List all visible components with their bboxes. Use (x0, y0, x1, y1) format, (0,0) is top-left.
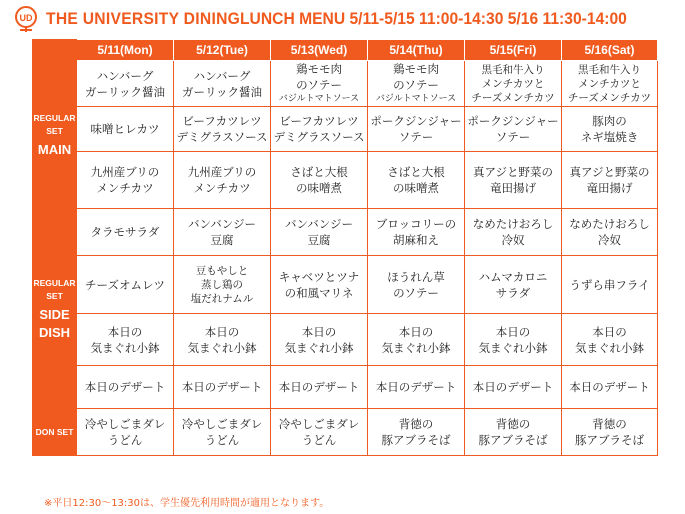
menu-item-line: 胡麻和え (393, 233, 439, 247)
category-sublabel: REGULAR (33, 277, 76, 288)
menu-item-line: チーズオムレツ (85, 277, 165, 292)
menu-item-line: 蒸し鶏の (201, 278, 243, 291)
menu-item-line: 気まぐれ小鉢 (478, 340, 548, 355)
menu-item-line: ハンバーグ (96, 68, 154, 83)
menu-item-line: メンチカツ (193, 181, 251, 195)
category-sublabel: SET (46, 125, 63, 136)
menu-item (368, 152, 465, 209)
menu-item-text (465, 63, 561, 105)
menu-item-text (465, 164, 561, 196)
menu-item (77, 152, 174, 209)
menu-item-line: なめたけおろし (569, 217, 650, 231)
menu-item-line: の味噌煮 (393, 181, 439, 195)
menu-item-line: 豚アブラそば (575, 433, 644, 447)
menu-item-line: ガーリック醤油 (84, 84, 166, 99)
lunch-menu-table (32, 39, 658, 456)
menu-item (271, 314, 368, 366)
menu-item (562, 314, 658, 366)
menu-item-line: メンチカツと (481, 77, 545, 90)
menu-item-line: 豚アブラそば (381, 433, 451, 447)
menu-item-line: 本日の (592, 324, 627, 339)
day-header: 5/15(Fri) (465, 40, 562, 61)
menu-item-line: ハムマカロニ (478, 269, 548, 284)
menu-item-line: 気まぐれ小鉢 (284, 340, 354, 355)
menu-item-text (271, 379, 367, 395)
menu-item-text (77, 324, 173, 356)
menu-item-text (465, 216, 561, 248)
menu-item-line: 気まぐれ小鉢 (575, 340, 644, 355)
menu-item (271, 107, 368, 152)
menu-item-line: デミグラスソース (273, 130, 365, 144)
category-main (33, 61, 77, 209)
menu-item-text (562, 277, 657, 293)
menu-item (174, 256, 271, 314)
category-sublabel: REGULAR (33, 112, 76, 123)
header-corner (33, 40, 77, 61)
menu-item-line: の味噌煮 (296, 181, 342, 195)
menu-item-line: 気まぐれ小鉢 (187, 340, 257, 355)
menu-item-text (174, 113, 270, 145)
menu-item (562, 107, 658, 152)
menu-row (33, 209, 658, 256)
menu-item-line: 鶏モモ肉 (393, 62, 439, 76)
menu-item-line: ほうれん草 (387, 269, 445, 284)
menu-row (33, 61, 658, 107)
menu-item-line: 竜田揚げ (586, 181, 633, 195)
menu-item-sauce: バジルトマトソース (278, 94, 360, 104)
day-header: 5/12(Tue) (174, 40, 271, 61)
menu-item-line: サラダ (495, 285, 531, 300)
menu-item-line: のソテー (393, 78, 439, 92)
menu-item (465, 209, 562, 256)
menu-item-text (465, 416, 561, 448)
menu-item-line: 冷やしごまダレ (181, 417, 263, 431)
menu-item-line: 背徳の (592, 417, 627, 431)
menu-item-text (77, 416, 173, 448)
menu-item (271, 61, 368, 107)
menu-item-line: 気まぐれ小鉢 (381, 340, 451, 355)
menu-item-line: 豆もやしと (195, 264, 249, 277)
menu-item-line: 背徳の (398, 417, 434, 431)
menu-item-text (271, 113, 367, 145)
menu-item-line: 豚アブラそば (478, 433, 548, 447)
menu-item-line: さばと大根 (387, 165, 445, 179)
menu-item-line: 本日のデザート (181, 380, 263, 394)
menu-item-line: 背徳の (495, 417, 531, 431)
menu-item-text (368, 379, 464, 395)
menu-item-line: うどん (204, 433, 240, 447)
menu-item (77, 256, 174, 314)
category-sublabel: SET (46, 290, 63, 301)
category-label: SIDE (39, 306, 70, 322)
menu-item-text (174, 416, 270, 448)
menu-item-text (465, 379, 561, 395)
menu-item-text (271, 216, 367, 248)
menu-item-line: 本日のデザート (472, 380, 554, 394)
header (0, 0, 685, 40)
menu-row (33, 314, 658, 366)
menu-item-line: 本日のデザート (375, 380, 457, 394)
menu-item (465, 366, 562, 409)
day-header: 5/14(Thu) (368, 40, 465, 61)
menu-item (77, 409, 174, 456)
menu-item (562, 256, 658, 314)
menu-item-text (271, 269, 367, 301)
menu-item (465, 61, 562, 107)
menu-item-line: 黒毛和牛入り (481, 63, 545, 76)
menu-item (368, 209, 465, 256)
menu-item (174, 61, 271, 107)
menu-item-text (562, 63, 657, 105)
menu-item (465, 152, 562, 209)
menu-item-line: 九州産ブリの (187, 165, 257, 179)
menu-item-line: 本日のデザート (84, 380, 166, 394)
menu-item-text (368, 324, 464, 356)
menu-item (77, 107, 174, 152)
menu-item (271, 209, 368, 256)
menu-item-line: 冷やしごまダレ (278, 417, 360, 431)
menu-item-line: のソテー (393, 285, 439, 300)
menu-item (271, 256, 368, 314)
menu-item-text (77, 277, 173, 293)
menu-item-line: 気まぐれ小鉢 (90, 340, 160, 355)
menu-item-text (271, 164, 367, 196)
menu-item-text (562, 216, 657, 248)
ud-logo-icon (14, 6, 38, 32)
menu-item-line: チーズメンチカツ (567, 91, 652, 104)
menu-item (271, 409, 368, 456)
menu-item-text (77, 224, 173, 240)
menu-item-text (174, 216, 270, 248)
menu-item-line: チーズメンチカツ (471, 91, 555, 104)
menu-item-text (465, 324, 561, 356)
category-side-dish (33, 209, 77, 409)
menu-item (368, 366, 465, 409)
menu-item (368, 107, 465, 152)
menu-item (465, 409, 562, 456)
menu-item-text (368, 216, 464, 248)
menu-item (174, 107, 271, 152)
menu-item-line: ポークジンジャー (467, 114, 559, 128)
menu-item (368, 314, 465, 366)
menu-item-line: 本日の (204, 324, 240, 339)
menu-row (33, 366, 658, 409)
menu-item (77, 314, 174, 366)
menu-item-line: ネギ塩焼き (580, 130, 639, 144)
menu-row (33, 409, 658, 456)
menu-item-line: 味噌ヒレカツ (90, 122, 160, 136)
menu-item (368, 61, 465, 107)
menu-item-line: 真アジと野菜の (569, 165, 650, 179)
category-label: MAIN (37, 141, 72, 157)
menu-item (174, 409, 271, 456)
menu-item-line: うどん (301, 433, 337, 447)
menu-item-line: タラモサラダ (90, 225, 160, 239)
menu-item-line: 豆腐 (210, 233, 234, 247)
menu-item-line: うどん (107, 433, 143, 447)
menu-item-line: キャベツとツナ (278, 269, 360, 284)
menu-item-text (562, 113, 657, 145)
menu-item-line: ガーリック醤油 (181, 84, 263, 99)
menu-item-text (465, 269, 561, 301)
menu-item-text (174, 324, 270, 356)
menu-item (465, 107, 562, 152)
menu-item-line: ソテー (398, 130, 434, 144)
menu-item (174, 314, 271, 366)
menu-item-line: 真アジと野菜の (472, 165, 554, 179)
menu-item-line: ブロッコリーの (375, 217, 457, 231)
menu-item-text (368, 61, 464, 106)
menu-item-text (562, 324, 657, 356)
menu-item-line: 黒毛和牛入り (578, 63, 641, 76)
menu-item (368, 409, 465, 456)
menu-item-text (368, 416, 464, 448)
menu-item-line: 豚肉の (592, 114, 627, 128)
menu-item-line: 鶏モモ肉 (296, 62, 342, 76)
menu-item (77, 366, 174, 409)
menu-item-text (271, 324, 367, 356)
menu-item-line: 竜田揚げ (490, 181, 536, 195)
menu-item (562, 152, 658, 209)
menu-item-text (368, 164, 464, 196)
menu-item-line: 冷やしごまダレ (84, 417, 166, 431)
menu-item-line: 冷奴 (501, 233, 525, 247)
menu-item-text (368, 113, 464, 145)
menu-item-text (562, 379, 657, 395)
menu-item-line: ソテー (495, 130, 531, 144)
menu-item-line: 本日の (398, 324, 434, 339)
menu-item-line: 本日のデザート (278, 380, 360, 394)
menu-item-text (77, 68, 173, 100)
menu-item (271, 152, 368, 209)
menu-item-line: 塩だれナムル (190, 292, 254, 305)
category-sublabel: DON SET (35, 426, 74, 437)
menu-item-text (271, 416, 367, 448)
menu-title: LUNCH MENU 5/11-5/15 11:00-14:30 5/16 11:30-14:00 (240, 9, 627, 28)
menu-item-line: なめたけおろし (472, 217, 554, 231)
menu-item (271, 366, 368, 409)
svg-text:UD: UD (19, 13, 33, 23)
menu-row (33, 152, 658, 209)
menu-item-line: 本日のデザート (569, 380, 650, 394)
menu-item (562, 409, 658, 456)
menu-item-line: ビーフカツレツ (279, 114, 359, 128)
menu-item-line: 冷奴 (598, 233, 621, 247)
menu-item-text (465, 113, 561, 145)
menu-item (174, 366, 271, 409)
menu-item-line: 九州産ブリの (90, 165, 160, 179)
menu-item (562, 366, 658, 409)
menu-item-line: ポークジンジャー (370, 114, 462, 128)
menu-item-line: ビーフカツレツ (182, 114, 262, 128)
menu-item (465, 314, 562, 366)
menu-item-line: バンバンジー (285, 217, 353, 231)
day-header: 5/16(Sat) (562, 40, 658, 61)
menu-item-text (77, 379, 173, 395)
menu-item-line: メンチカツと (578, 77, 641, 90)
day-header: 5/13(Wed) (271, 40, 368, 61)
menu-item-text (174, 68, 270, 100)
menu-item (562, 61, 658, 107)
menu-item (77, 209, 174, 256)
menu-item-line: 本日の (107, 324, 143, 339)
category-don-set (33, 409, 77, 456)
menu-item-line: の和風マリネ (284, 285, 354, 300)
menu-item-text (271, 61, 367, 106)
menu-item-line: デミグラスソース (176, 130, 268, 144)
day-header-row (33, 40, 658, 61)
menu-item-line: バンバンジー (188, 217, 256, 231)
menu-item-line: さばと大根 (290, 165, 348, 179)
menu-item-line: 本日の (495, 324, 531, 339)
menu-item-text (174, 379, 270, 395)
menu-item (562, 209, 658, 256)
brand-name: THE UNIVERSITY DINING (46, 9, 241, 28)
menu-item-text (562, 416, 657, 448)
menu-item-sauce: バジルトマトソース (375, 94, 457, 104)
menu-item (174, 152, 271, 209)
menu-item (368, 256, 465, 314)
menu-item-text (174, 164, 270, 196)
menu-item-line: 豆腐 (307, 233, 331, 247)
footnote: ※平日12:30～13:30は、学生優先利用時間が適用となります。 (44, 498, 330, 509)
menu-item-line: うずら串フライ (569, 277, 650, 292)
menu-item-text (174, 264, 270, 306)
menu-item (174, 209, 271, 256)
menu-row (33, 256, 658, 314)
menu-item-text (562, 164, 657, 196)
menu-item-text (77, 164, 173, 196)
menu-item-line: 本日の (301, 324, 337, 339)
menu-item-line: メンチカツ (96, 181, 154, 195)
menu-item-text (77, 121, 173, 137)
menu-item (77, 61, 174, 107)
menu-item-line: ハンバーグ (193, 68, 251, 83)
menu-item-text (368, 269, 464, 301)
menu-item-line: のソテー (296, 78, 342, 92)
menu-item (465, 256, 562, 314)
day-header: 5/11(Mon) (77, 40, 174, 61)
category-label: DISH (38, 324, 71, 340)
menu-row (33, 107, 658, 152)
